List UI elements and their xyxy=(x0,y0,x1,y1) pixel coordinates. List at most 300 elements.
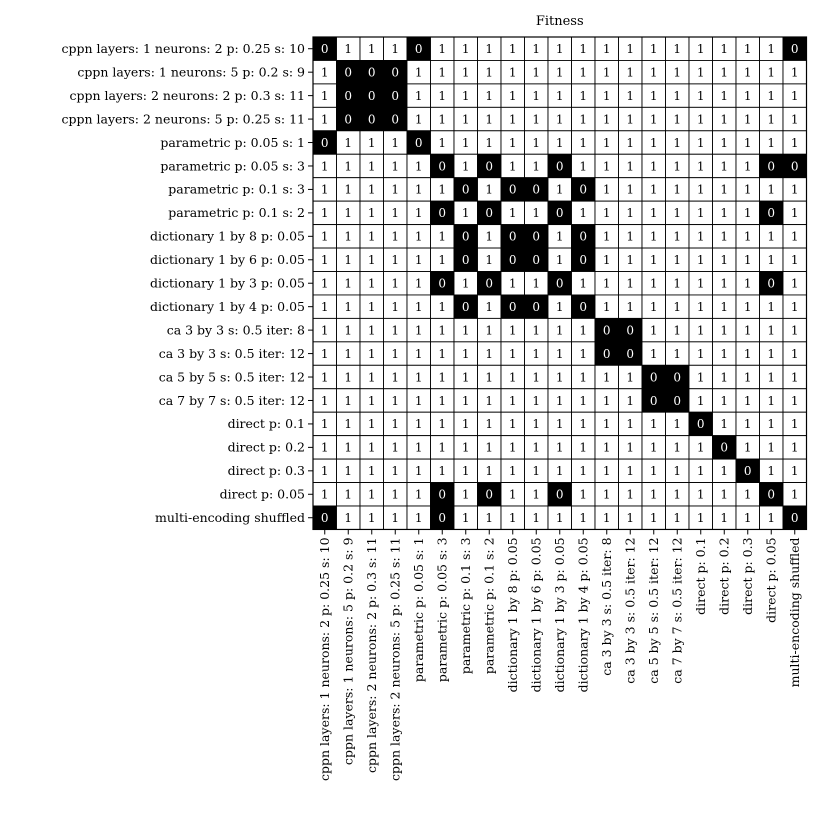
cell-value-label: 1 xyxy=(696,464,705,479)
cell-value-label: 0 xyxy=(790,42,799,57)
cell-value-label: 1 xyxy=(696,112,705,127)
cell-value-label: 1 xyxy=(626,370,635,385)
cell-value-label: 1 xyxy=(391,323,400,338)
cell-value-label: 1 xyxy=(720,42,729,57)
cell-value-label: 1 xyxy=(579,42,588,57)
cell-value-label: 1 xyxy=(696,323,705,338)
cell-value-label: 1 xyxy=(649,65,658,80)
cell-value-label: 1 xyxy=(508,346,517,361)
cell-value-label: 1 xyxy=(508,511,517,526)
row-tick-label: direct p: 0.2 xyxy=(227,439,305,455)
cell-value-label: 1 xyxy=(414,370,423,385)
cell-value-label: 1 xyxy=(790,206,799,221)
cell-value-label: 1 xyxy=(438,370,447,385)
cell-value-label: 1 xyxy=(461,206,470,221)
cell-value-label: 0 xyxy=(626,323,635,338)
cell-value-label: 1 xyxy=(790,487,799,502)
cell-value-label: 1 xyxy=(743,323,752,338)
cell-value-label: 1 xyxy=(626,417,635,432)
cell-value-label: 1 xyxy=(743,487,752,502)
cell-value-label: 1 xyxy=(391,464,400,479)
column-tick-label: cppn layers: 2 neurons: 5 p: 0.25 s: 11 xyxy=(387,537,403,781)
cell-value-label: 0 xyxy=(414,135,423,150)
cell-value-label: 0 xyxy=(602,346,611,361)
cell-value-label: 0 xyxy=(579,253,588,268)
row-tick-label: direct p: 0.1 xyxy=(227,416,305,432)
cell-value-label: 1 xyxy=(673,299,682,314)
cell-value-label: 1 xyxy=(555,370,564,385)
cell-value-label: 1 xyxy=(649,88,658,103)
cell-value-label: 1 xyxy=(579,65,588,80)
cell-value-label: 1 xyxy=(391,370,400,385)
cell-value-label: 1 xyxy=(602,229,611,244)
cell-value-label: 1 xyxy=(485,511,494,526)
cell-value-label: 1 xyxy=(367,229,376,244)
cell-value-label: 0 xyxy=(579,299,588,314)
column-tick-label: parametric p: 0.05 s: 3 xyxy=(434,537,450,683)
cell-value-label: 1 xyxy=(673,511,682,526)
cell-value-label: 1 xyxy=(367,346,376,361)
cell-value-label: 1 xyxy=(743,370,752,385)
cell-value-label: 1 xyxy=(414,323,423,338)
cell-value-label: 1 xyxy=(673,206,682,221)
cell-value-label: 0 xyxy=(367,112,376,127)
cell-value-label: 1 xyxy=(508,88,517,103)
cell-value-label: 1 xyxy=(320,182,329,197)
cell-value-label: 1 xyxy=(696,276,705,291)
cell-value-label: 1 xyxy=(508,487,517,502)
cell-value-label: 1 xyxy=(602,135,611,150)
cell-value-label: 1 xyxy=(579,112,588,127)
cell-value-label: 1 xyxy=(391,393,400,408)
cell-value-label: 1 xyxy=(391,511,400,526)
cell-value-label: 1 xyxy=(743,65,752,80)
cell-value-label: 1 xyxy=(649,135,658,150)
cell-value-label: 1 xyxy=(367,511,376,526)
cell-value-label: 1 xyxy=(720,487,729,502)
cell-value-label: 1 xyxy=(790,346,799,361)
cell-value-label: 1 xyxy=(532,393,541,408)
cell-value-label: 1 xyxy=(508,323,517,338)
column-tick-label: direct p: 0.1 xyxy=(693,537,709,615)
cell-value-label: 1 xyxy=(320,206,329,221)
cell-value-label: 1 xyxy=(367,487,376,502)
cell-value-label: 1 xyxy=(743,253,752,268)
cell-value-label: 1 xyxy=(579,487,588,502)
cell-value-label: 1 xyxy=(720,65,729,80)
cell-value-label: 0 xyxy=(649,370,658,385)
cell-value-label: 1 xyxy=(790,440,799,455)
cell-value-label: 0 xyxy=(461,182,470,197)
cell-value-label: 1 xyxy=(790,417,799,432)
cell-value-label: 1 xyxy=(320,417,329,432)
cell-value-label: 1 xyxy=(438,323,447,338)
cell-value-label: 0 xyxy=(532,253,541,268)
cell-value-label: 1 xyxy=(720,276,729,291)
cell-value-label: 1 xyxy=(626,159,635,174)
cell-value-label: 1 xyxy=(790,323,799,338)
cell-value-label: 1 xyxy=(555,464,564,479)
cell-value-label: 1 xyxy=(767,182,776,197)
cell-value-label: 1 xyxy=(720,299,729,314)
cell-value-label: 1 xyxy=(414,159,423,174)
cell-value-label: 1 xyxy=(720,159,729,174)
cell-value-label: 1 xyxy=(602,511,611,526)
cell-value-label: 1 xyxy=(673,464,682,479)
column-tick-label: ca 3 by 3 s: 0.5 iter: 12 xyxy=(622,537,638,684)
row-tick-label: parametric p: 0.1 s: 3 xyxy=(168,181,305,197)
cell-value-label: 1 xyxy=(626,253,635,268)
cell-value-label: 1 xyxy=(391,417,400,432)
cell-value-label: 1 xyxy=(414,112,423,127)
cell-value-label: 0 xyxy=(320,135,329,150)
cell-value-label: 1 xyxy=(320,464,329,479)
row-tick-label: direct p: 0.3 xyxy=(227,463,305,479)
cell-value-label: 1 xyxy=(485,253,494,268)
cell-value-label: 1 xyxy=(743,206,752,221)
row-tick-label: ca 3 by 3 s: 0.5 iter: 8 xyxy=(166,322,305,338)
cell-value-label: 1 xyxy=(555,229,564,244)
column-tick-label: multi-encoding shuffled xyxy=(787,537,803,688)
cell-value-label: 1 xyxy=(790,65,799,80)
cell-value-label: 1 xyxy=(508,440,517,455)
cell-value-label: 1 xyxy=(344,42,353,57)
cell-value-label: 1 xyxy=(602,206,611,221)
cell-value-label: 1 xyxy=(673,135,682,150)
cell-value-label: 1 xyxy=(790,393,799,408)
cell-value-label: 1 xyxy=(602,159,611,174)
cell-value-label: 1 xyxy=(673,253,682,268)
cell-value-label: 0 xyxy=(344,88,353,103)
column-tick-label: direct p: 0.2 xyxy=(716,537,732,615)
cell-value-label: 1 xyxy=(790,229,799,244)
cell-value-label: 1 xyxy=(673,440,682,455)
cell-value-label: 0 xyxy=(438,487,447,502)
cell-value-label: 1 xyxy=(461,464,470,479)
cell-value-label: 1 xyxy=(579,135,588,150)
cell-value-label: 1 xyxy=(508,42,517,57)
cell-value-label: 1 xyxy=(579,276,588,291)
cell-value-label: 1 xyxy=(720,464,729,479)
cell-value-label: 1 xyxy=(344,464,353,479)
cell-value-label: 1 xyxy=(438,346,447,361)
column-tick-label: direct p: 0.3 xyxy=(740,537,756,615)
cell-value-label: 1 xyxy=(696,229,705,244)
cell-value-label: 1 xyxy=(532,112,541,127)
cell-value-label: 1 xyxy=(767,323,776,338)
cell-value-label: 1 xyxy=(790,88,799,103)
cell-value-label: 1 xyxy=(438,42,447,57)
cell-value-label: 1 xyxy=(320,393,329,408)
cell-value-label: 1 xyxy=(461,65,470,80)
cell-value-label: 0 xyxy=(579,182,588,197)
cell-value-label: 1 xyxy=(555,88,564,103)
cell-value-label: 1 xyxy=(673,88,682,103)
cell-value-label: 0 xyxy=(649,393,658,408)
cell-value-label: 1 xyxy=(555,299,564,314)
cell-value-label: 1 xyxy=(767,464,776,479)
cell-value-label: 1 xyxy=(790,135,799,150)
cell-value-label: 1 xyxy=(696,253,705,268)
cell-value-label: 0 xyxy=(555,159,564,174)
cell-value-label: 1 xyxy=(743,276,752,291)
row-tick-label: dictionary 1 by 8 p: 0.05 xyxy=(150,228,305,244)
cell-value-label: 1 xyxy=(649,182,658,197)
cell-value-label: 1 xyxy=(391,299,400,314)
cell-value-label: 1 xyxy=(555,112,564,127)
cell-value-label: 1 xyxy=(344,370,353,385)
cell-value-label: 1 xyxy=(720,393,729,408)
cell-value-label: 0 xyxy=(461,299,470,314)
cell-value-label: 1 xyxy=(367,299,376,314)
cell-value-label: 1 xyxy=(743,299,752,314)
cell-value-label: 0 xyxy=(696,417,705,432)
cell-value-label: 1 xyxy=(344,487,353,502)
cell-value-label: 1 xyxy=(626,299,635,314)
cell-value-label: 1 xyxy=(508,206,517,221)
cell-value-label: 1 xyxy=(602,88,611,103)
cell-value-label: 1 xyxy=(767,370,776,385)
cell-value-label: 1 xyxy=(414,511,423,526)
cell-value-label: 1 xyxy=(555,393,564,408)
cell-value-label: 1 xyxy=(485,346,494,361)
cell-value-label: 1 xyxy=(720,182,729,197)
cell-value-label: 1 xyxy=(767,440,776,455)
cell-value-label: 0 xyxy=(532,229,541,244)
cell-value-label: 1 xyxy=(532,65,541,80)
cell-value-label: 1 xyxy=(696,65,705,80)
cell-value-label: 1 xyxy=(461,88,470,103)
cell-value-label: 0 xyxy=(414,42,423,57)
cell-value-label: 1 xyxy=(673,323,682,338)
cell-value-label: 1 xyxy=(532,42,541,57)
cell-value-label: 1 xyxy=(391,135,400,150)
cell-value-label: 1 xyxy=(767,511,776,526)
row-tick-label: ca 7 by 7 s: 0.5 iter: 12 xyxy=(158,392,305,408)
cell-value-label: 0 xyxy=(438,206,447,221)
column-tick-label: dictionary 1 by 6 p: 0.05 xyxy=(528,537,544,693)
cell-value-label: 0 xyxy=(790,159,799,174)
cell-value-label: 1 xyxy=(579,417,588,432)
cell-value-label: 1 xyxy=(320,65,329,80)
cell-value-label: 1 xyxy=(649,206,658,221)
cell-value-label: 0 xyxy=(555,487,564,502)
cell-value-label: 1 xyxy=(626,135,635,150)
column-tick-label: cppn layers: 1 neurons: 2 p: 0.25 s: 10 xyxy=(317,537,333,781)
cell-value-label: 1 xyxy=(532,323,541,338)
cell-value-label: 1 xyxy=(579,88,588,103)
cell-value-label: 0 xyxy=(485,159,494,174)
cell-value-label: 1 xyxy=(344,253,353,268)
cell-value-label: 1 xyxy=(673,182,682,197)
cell-value-label: 0 xyxy=(391,112,400,127)
cell-value-label: 1 xyxy=(438,440,447,455)
cell-value-label: 1 xyxy=(649,487,658,502)
cell-value-label: 1 xyxy=(767,346,776,361)
cell-value-label: 1 xyxy=(320,159,329,174)
cell-value-label: 1 xyxy=(767,393,776,408)
cell-value-label: 1 xyxy=(696,346,705,361)
cell-value-label: 0 xyxy=(508,182,517,197)
cell-value-label: 1 xyxy=(438,65,447,80)
cell-value-label: 1 xyxy=(555,42,564,57)
cell-value-label: 1 xyxy=(485,65,494,80)
cell-value-label: 0 xyxy=(344,65,353,80)
cell-value-label: 1 xyxy=(461,511,470,526)
cell-value-label: 1 xyxy=(344,346,353,361)
row-tick-label: parametric p: 0.05 s: 1 xyxy=(160,134,305,150)
cell-value-label: 0 xyxy=(367,65,376,80)
cell-value-label: 1 xyxy=(767,299,776,314)
cell-value-label: 1 xyxy=(673,346,682,361)
cell-value-label: 0 xyxy=(579,229,588,244)
cell-value-label: 1 xyxy=(579,370,588,385)
column-tick-label: parametric p: 0.05 s: 1 xyxy=(411,537,427,683)
cell-value-label: 0 xyxy=(485,276,494,291)
cell-value-label: 1 xyxy=(391,346,400,361)
cell-value-label: 1 xyxy=(602,253,611,268)
cell-value-label: 1 xyxy=(673,159,682,174)
cell-value-label: 1 xyxy=(414,487,423,502)
cell-value-label: 1 xyxy=(461,276,470,291)
cell-value-label: 1 xyxy=(555,346,564,361)
cell-value-label: 1 xyxy=(579,440,588,455)
cell-value-label: 0 xyxy=(626,346,635,361)
cell-value-label: 1 xyxy=(461,159,470,174)
cell-value-label: 0 xyxy=(673,393,682,408)
cell-value-label: 1 xyxy=(767,112,776,127)
cell-value-label: 1 xyxy=(602,182,611,197)
cell-value-label: 1 xyxy=(508,135,517,150)
cell-value-label: 1 xyxy=(438,253,447,268)
cell-value-label: 1 xyxy=(461,135,470,150)
cell-value-label: 1 xyxy=(508,370,517,385)
cell-value-label: 1 xyxy=(344,229,353,244)
cell-value-label: 1 xyxy=(438,299,447,314)
cell-value-label: 0 xyxy=(555,206,564,221)
cell-value-label: 1 xyxy=(391,182,400,197)
cell-value-label: 1 xyxy=(790,112,799,127)
cell-value-label: 1 xyxy=(508,159,517,174)
cell-value-label: 0 xyxy=(743,464,752,479)
cell-value-label: 1 xyxy=(438,135,447,150)
cell-value-label: 1 xyxy=(344,299,353,314)
cell-value-label: 1 xyxy=(344,323,353,338)
row-tick-label: parametric p: 0.1 s: 2 xyxy=(168,205,305,221)
row-tick-label: dictionary 1 by 6 p: 0.05 xyxy=(150,252,305,268)
cell-value-label: 1 xyxy=(602,464,611,479)
cell-value-label: 1 xyxy=(579,511,588,526)
cell-value-label: 1 xyxy=(367,206,376,221)
cell-value-label: 1 xyxy=(720,511,729,526)
cell-value-label: 1 xyxy=(696,511,705,526)
cell-value-label: 1 xyxy=(790,299,799,314)
cell-value-label: 1 xyxy=(602,65,611,80)
cell-value-label: 0 xyxy=(508,229,517,244)
cell-value-label: 1 xyxy=(344,440,353,455)
cell-value-label: 1 xyxy=(391,159,400,174)
cell-value-label: 1 xyxy=(532,464,541,479)
cell-value-label: 0 xyxy=(767,276,776,291)
cell-value-label: 1 xyxy=(720,323,729,338)
row-tick-label: parametric p: 0.05 s: 3 xyxy=(160,158,305,174)
cell-value-label: 1 xyxy=(391,276,400,291)
row-tick-label: cppn layers: 2 neurons: 2 p: 0.3 s: 11 xyxy=(69,87,305,103)
cell-value-label: 1 xyxy=(649,440,658,455)
cell-value-label: 1 xyxy=(673,229,682,244)
cell-value-label: 1 xyxy=(532,88,541,103)
cell-value-label: 1 xyxy=(485,42,494,57)
cell-value-label: 1 xyxy=(555,135,564,150)
cell-value-label: 1 xyxy=(344,135,353,150)
cell-value-label: 1 xyxy=(626,65,635,80)
cell-value-label: 1 xyxy=(673,42,682,57)
cell-value-label: 1 xyxy=(485,299,494,314)
cell-value-label: 1 xyxy=(532,511,541,526)
cell-value-label: 0 xyxy=(673,370,682,385)
cell-value-label: 1 xyxy=(461,393,470,408)
cell-value-label: 1 xyxy=(649,229,658,244)
cell-value-label: 1 xyxy=(532,487,541,502)
cell-value-label: 1 xyxy=(602,299,611,314)
column-tick-label: ca 3 by 3 s: 0.5 iter: 8 xyxy=(599,537,615,676)
cell-value-label: 0 xyxy=(461,253,470,268)
cell-value-label: 1 xyxy=(508,112,517,127)
cell-value-label: 1 xyxy=(320,487,329,502)
cell-value-label: 0 xyxy=(320,511,329,526)
cell-value-label: 1 xyxy=(743,135,752,150)
row-tick-label: cppn layers: 1 neurons: 5 p: 0.2 s: 9 xyxy=(77,64,305,80)
cell-value-label: 1 xyxy=(485,393,494,408)
cell-value-label: 1 xyxy=(344,276,353,291)
cell-value-label: 1 xyxy=(696,299,705,314)
cell-value-label: 1 xyxy=(626,393,635,408)
cell-value-label: 1 xyxy=(438,182,447,197)
cell-value-label: 0 xyxy=(320,42,329,57)
cell-value-label: 1 xyxy=(790,464,799,479)
cell-value-label: 1 xyxy=(720,135,729,150)
cell-value-label: 1 xyxy=(461,346,470,361)
cell-value-label: 1 xyxy=(649,299,658,314)
cell-value-label: 1 xyxy=(461,370,470,385)
cell-value-label: 1 xyxy=(626,42,635,57)
column-tick-label: cppn layers: 2 neurons: 2 p: 0.3 s: 11 xyxy=(364,537,380,774)
cell-value-label: 1 xyxy=(696,182,705,197)
chart-title: Fitness xyxy=(535,14,584,29)
column-tick-labels xyxy=(317,529,802,781)
cell-value-label: 1 xyxy=(344,511,353,526)
cell-value-label: 1 xyxy=(649,511,658,526)
cell-value-label: 1 xyxy=(696,370,705,385)
cell-value-label: 0 xyxy=(767,487,776,502)
cell-value-label: 1 xyxy=(367,323,376,338)
cell-value-label: 1 xyxy=(743,159,752,174)
cell-value-label: 1 xyxy=(555,182,564,197)
cell-value-label: 1 xyxy=(767,417,776,432)
cell-value-label: 1 xyxy=(532,206,541,221)
cell-value-label: 1 xyxy=(344,393,353,408)
cell-value-label: 0 xyxy=(767,206,776,221)
cell-value-label: 1 xyxy=(767,42,776,57)
cell-value-label: 1 xyxy=(344,417,353,432)
cell-value-label: 1 xyxy=(414,464,423,479)
cell-value-label: 0 xyxy=(508,299,517,314)
column-tick-label: ca 7 by 7 s: 0.5 iter: 12 xyxy=(669,537,685,684)
column-tick-label: dictionary 1 by 3 p: 0.05 xyxy=(552,537,568,693)
cell-value-label: 1 xyxy=(485,464,494,479)
cell-value-label: 0 xyxy=(485,487,494,502)
cell-value-label: 1 xyxy=(790,370,799,385)
